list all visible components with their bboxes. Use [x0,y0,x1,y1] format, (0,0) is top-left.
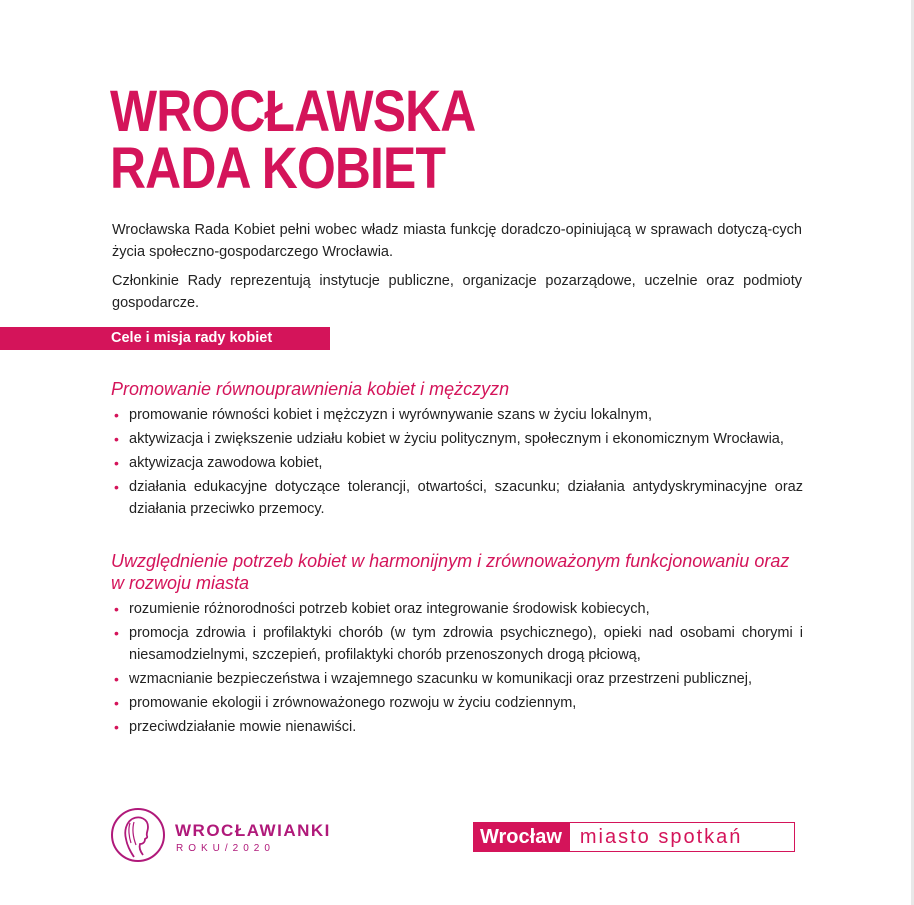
title-line-2: RADA KOBIET [110,136,446,201]
bullet-icon: • [114,479,119,495]
intro-paragraph-2: Członkinie Rady reprezentują instytucje publiczne, organizacje pozarządowe, uczelnie oraz podmioty gospodarcze. [112,273,802,311]
list-item: • aktywizacja i zwiększenie udziału kobiet w życiu politycznym, społecznym i ekonomicznym Wrocławia, [111,428,803,450]
section-city-development [111,550,803,740]
bullet-list [111,598,803,738]
woman-profile-icon [110,807,166,863]
logo-name: WROCŁAWIANKI [175,821,331,840]
bullet-icon: • [114,625,119,641]
list-item: • promocja zdrowia i profilaktyki chorób (w tym zdrowia psychicznego), opieki nad osobami chorymi i niesamodzielnymi, szczepień, profilaktyki chorób przenoszonych drogą płciową, [111,622,803,666]
wroclawianki-logo [110,807,340,867]
bullet-icon: • [114,719,119,735]
list-item: • działania edukacyjne dotyczące tolerancji, otwartości, szacunku; działania antydyskryminacyjne oraz działania przeciwko przemocy. [111,476,803,520]
bullet-icon: • [114,695,119,711]
page-title [110,79,476,201]
section-heading: Promowanie równouprawnienia kobiet i mężczyzn [111,379,510,399]
list-item: • rozumienie różnorodności potrzeb kobiet oraz integrowanie środowisk kobiecych, [111,598,803,620]
section-equality [111,378,803,522]
section-band-label: Cele i misja rady kobiet [111,330,273,346]
list-item: • przeciwdziałanie mowie nienawiści. [111,716,803,738]
city-tagline: miasto spotkań [579,826,743,848]
city-name: Wrocław [474,823,570,851]
title-line-1: WROCŁAWSKA [110,79,476,144]
bullet-icon: • [114,431,119,447]
section-heading: Uwzględnienie potrzeb kobiet w harmonijnym i zrównoważonym funkcjonowaniu oraz w rozwoju miasta [111,551,790,593]
intro-paragraph-1: Wrocławska Rada Kobiet pełni wobec władz miasta funkcję doradczo-opiniującą w sprawach dotyczą-cych życia społeczno-gospodarczego Wrocławia. [112,222,802,260]
bullet-icon: • [114,407,119,423]
intro-text [112,219,802,321]
list-item: • promowanie ekologii i zrównoważonego rozwoju w życiu codziennym, [111,692,803,714]
list-item: • wzmacnianie bezpieczeństwa i wzajemnego szacunku w komunikacji oraz przestrzeni publicznej, [111,668,803,690]
bullet-icon: • [114,671,119,687]
wroclaw-city-logo [473,822,795,852]
list-item: • promowanie równości kobiet i mężczyzn i wyrównywanie szans w życiu lokalnym, [111,404,803,426]
bullet-list [111,404,803,520]
list-item: • aktywizacja zawodowa kobiet, [111,452,803,474]
bullet-icon: • [114,601,119,617]
bullet-icon: • [114,455,119,471]
logo-subtitle: ROKU/2020 [176,843,275,854]
section-band [0,327,330,350]
